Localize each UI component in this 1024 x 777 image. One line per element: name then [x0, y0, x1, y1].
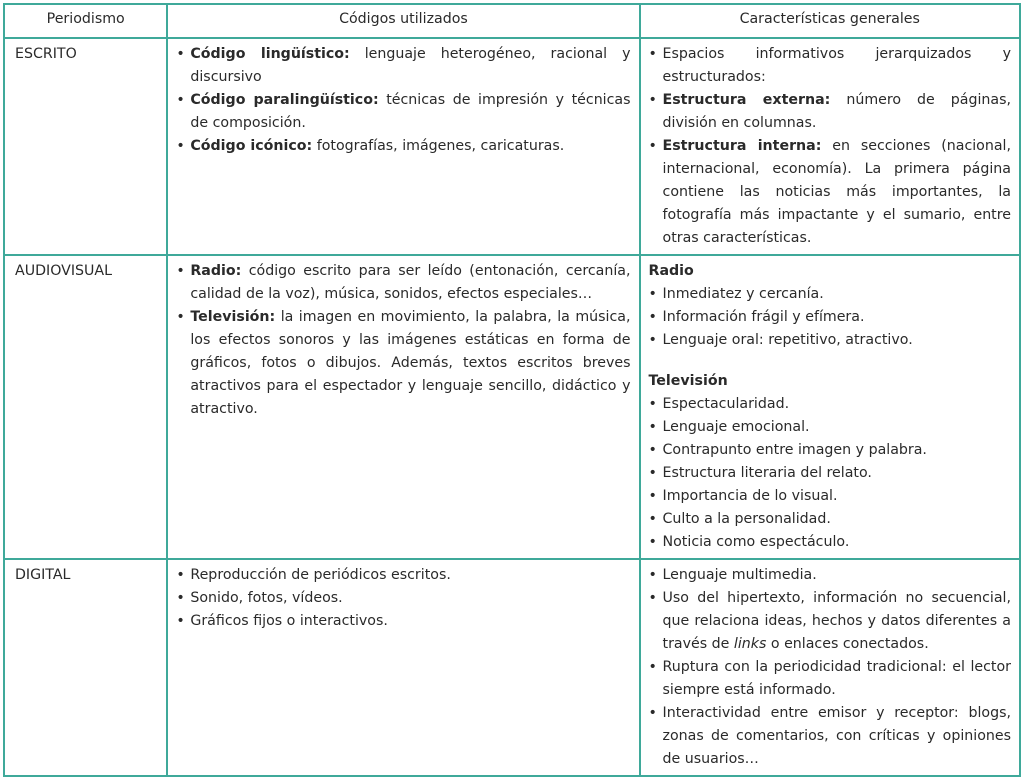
list-item: • Gráficos fijos o interactivos.: [176, 613, 388, 629]
list-item: • Espacios informativos jerarquizados y estructurados:: [648, 46, 1011, 85]
radio-subtitle: Radio: [648, 263, 694, 279]
list-item: • Culto a la personalidad.: [648, 511, 831, 527]
row-digital: [4, 559, 1020, 776]
list-item: • Código icónico: fotografías, imágenes, caricaturas.: [176, 138, 565, 154]
list-item: • Televisión: la imagen en movimiento, la palabra, la música, los efectos sonoros y las imágenes estáticas en forma de gráficos, fotos o dibujos. Además, textos escritos breves atractivos para el espectador y lenguaje sencillo, didáctico y atractivo.: [176, 309, 631, 417]
list-item: • Código lingüístico: lenguaje heterogéneo, racional y discursivo: [176, 46, 631, 85]
list-item: • Importancia de lo visual.: [648, 488, 838, 504]
features-digital: [640, 559, 1020, 776]
label-audiovisual: AUDIOVISUAL: [4, 255, 167, 559]
features-escrito: [640, 38, 1020, 255]
header-periodismo: Periodismo: [4, 4, 167, 38]
list-item: • Sonido, fotos, vídeos.: [176, 590, 343, 606]
list-item: • Inmediatez y cercanía.: [648, 286, 824, 302]
codes-audiovisual: [167, 255, 639, 559]
list-item: • Noticia como espectáculo.: [648, 534, 850, 550]
row-audiovisual: [4, 255, 1020, 559]
list-item: • Información frágil y efímera.: [648, 309, 865, 325]
list-item: • Ruptura con la periodicidad tradicional: el lector siempre está informado.: [648, 659, 1011, 698]
journalism-table-container: [3, 3, 1021, 765]
codes-escrito: [167, 38, 639, 255]
label-escrito: ESCRITO: [4, 38, 167, 255]
list-item: • Contrapunto entre imagen y palabra.: [648, 442, 927, 458]
features-audiovisual: [640, 255, 1020, 559]
list-item: • Estructura literaria del relato.: [648, 465, 872, 481]
list-item: • Lenguaje emocional.: [648, 419, 810, 435]
list-item: • Reproducción de periódicos escritos.: [176, 567, 451, 583]
list-item: • Lenguaje multimedia.: [648, 567, 817, 583]
list-item: • Estructura externa: número de páginas, división en columnas.: [648, 92, 1012, 131]
journalism-table: [3, 3, 1021, 777]
codes-digital: [167, 559, 639, 776]
header-codigos: Códigos utilizados: [167, 4, 639, 38]
list-item: • Radio: código escrito para ser leído (entonación, cercanía, calidad de la voz), música, sonidos, efectos especiales…: [176, 263, 631, 302]
television-subtitle: Televisión: [648, 373, 728, 389]
row-escrito: [4, 38, 1020, 255]
header-row: [4, 4, 1020, 38]
label-digital: DIGITAL: [4, 559, 167, 776]
list-item: • Espectacularidad.: [648, 396, 790, 412]
list-item: • Estructura interna: en secciones (nacional, internacional, economía). La primera página contiene las noticias más importantes, la fotografía más impactante y el sumario, entre otras características.: [648, 138, 1011, 246]
list-item: • Lenguaje oral: repetitivo, atractivo.: [648, 332, 913, 348]
list-item: • Uso del hipertexto, información no secuencial, que relaciona ideas, hechos y datos diferentes a través de links o enlaces conectados.: [648, 590, 1011, 652]
list-item: • Interactividad entre emisor y receptor: blogs, zonas de comentarios, con críticas y opiniones de usuarios…: [648, 705, 1011, 767]
list-item: • Código paralingüístico: técnicas de impresión y técnicas de composición.: [176, 92, 631, 131]
header-caracteristicas: Características generales: [640, 4, 1020, 38]
